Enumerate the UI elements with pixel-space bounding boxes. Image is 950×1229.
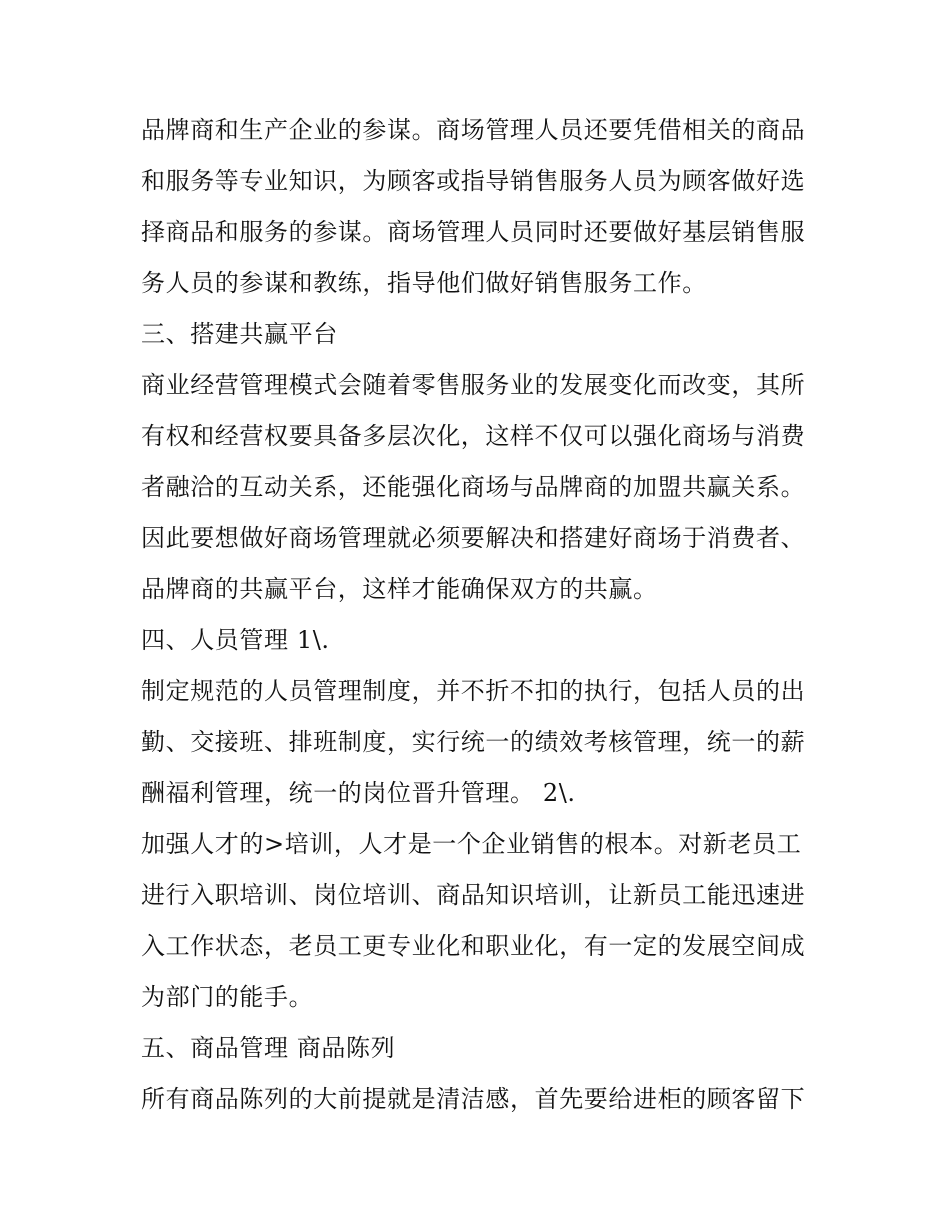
paragraph-line: 有权和经营权要具备多层次化，这样不仅可以强化商场与消费 — [141, 422, 806, 450]
paragraph-line: 所有商品陈列的大前提就是清洁感，首先要给进柜的顾客留下 — [141, 1085, 806, 1113]
section-heading: 三、搭建共赢平台 — [141, 320, 338, 348]
paragraph-line: 务人员的参谋和教练，指导他们做好销售服务工作。 — [141, 269, 707, 297]
document-body — [141, 105, 821, 1125]
paragraph-line: 品牌商和生产企业的参谋。商场管理人员还要凭借相关的商品 — [141, 116, 806, 144]
paragraph-line: 和服务等专业知识，为顾客或指导销售服务人员为顾客做好选 — [141, 167, 806, 195]
paragraph-line: 因此要想做好商场管理就必须要解决和搭建好商场于消费者、 — [141, 524, 806, 552]
paragraph-line: 加强人才的>培训，人才是一个企业销售的根本。对新老员工 — [141, 830, 802, 858]
paragraph-line: 制定规范的人员管理制度，并不折不扣的执行，包括人员的出 — [141, 677, 806, 705]
paragraph-line: 者融洽的互动关系，还能强化商场与品牌商的加盟共赢关系。 — [141, 473, 806, 501]
paragraph-line: 为部门的能手。 — [141, 983, 314, 1011]
paragraph-line: 进行入职培训、岗位培训、商品知识培训，让新员工能迅速进 — [141, 881, 806, 909]
paragraph-line: 勤、交接班、排班制度，实行统一的绩效考核管理，统一的薪 — [141, 728, 806, 756]
paragraph-line: 择商品和服务的参谋。商场管理人员同时还要做好基层销售服 — [141, 218, 806, 246]
paragraph-line: 品牌商的共赢平台，这样才能确保双方的共赢。 — [141, 575, 658, 603]
section-heading: 四、人员管理 1\. — [141, 626, 330, 654]
paragraph-line: 入工作状态，老员工更专业化和职业化，有一定的发展空间成 — [141, 932, 806, 960]
paragraph-line: 商业经营管理模式会随着零售服务业的发展变化而改变，其所 — [141, 371, 806, 399]
paragraph-line: 酬福利管理，统一的岗位晋升管理。 2\. — [141, 779, 576, 807]
section-heading: 五、商品管理 商品陈列 — [141, 1034, 396, 1062]
